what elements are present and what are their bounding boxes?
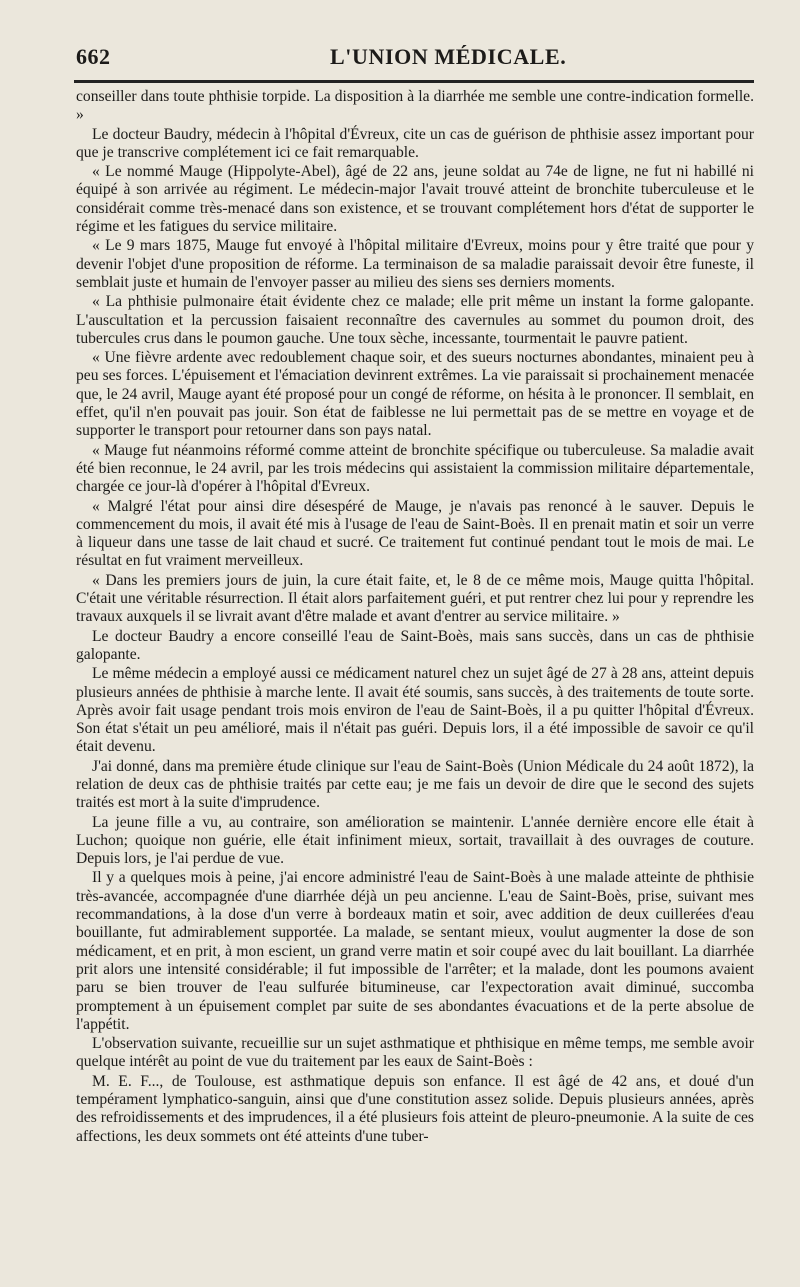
paragraph: Le docteur Baudry a encore conseillé l'eau de Saint-Boès, mais sans succès, dans un cas de phthisie galopante. — [76, 627, 754, 663]
paragraph: L'observation suivante, recueillie sur un sujet asthmatique et phthisique en même temps, me semble avoir quelque intérêt au point de vue du traitement par les eaux de Saint-Boès : — [76, 1035, 754, 1071]
paragraph: conseiller dans toute phthisie torpide. La disposition à la diarrhée me semble une contre-indication formelle. » — [76, 88, 754, 124]
running-title: L'UNION MÉDICALE. — [330, 44, 567, 69]
paragraph: La jeune fille a vu, au contraire, son amélioration se maintenir. L'année dernière encore elle était à Luchon; quoique non guérie, elle était infiniment mieux, sortait, travaillait à des ouvrages de couture. Depuis lors, je l'ai perdue de vue. — [76, 813, 754, 868]
page-number: 662 — [76, 44, 111, 69]
paragraph: Le même médecin a employé aussi ce médicament naturel chez un sujet âgé de 27 à 28 ans, atteint depuis plusieurs années de phthisie à marche lente. Il avait été soumis, sans succès, à des traitements de toute sorte. Après avoir fait usage pendant trois mois environ de l'eau de Saint-Boès, il a pu quitter l'hôpital d'Évreux. Son état s'était un peu amélioré, mais il n'était pas guéri. Depuis lors, il a été impossible de savoir ce qu'il était devenu. — [76, 665, 754, 756]
paragraph: J'ai donné, dans ma première étude clinique sur l'eau de Saint-Boès (Union Médicale du 24 août 1872), la relation de deux cas de phthisie traités par cette eau; je me fais un devoir de dire que le second des sujets traités est mort à la suite d'imprudence. — [76, 757, 754, 812]
page-header — [0, 44, 800, 74]
paragraph: « La phthisie pulmonaire était évidente chez ce malade; elle prit même un instant la forme galopante. L'auscultation et la percussion faisaient reconnaître des cavernules au sommet du poumon droit, des tubercules crus dans le poumon gauche. Une toux sèche, incessante, tourmentait le pauvre patient. — [76, 293, 754, 347]
paragraph: « Malgré l'état pour ainsi dire désespéré de Mauge, je n'avais pas renoncé à le sauver. Depuis le commencement du mois, il avait été mis à l'usage de l'eau de Saint-Boès. Il en prenait matin et soir un verre à liqueur dans une tasse de lait chaud et sucré. Ce traitement fut continué pendant tout le mois de mai. Le résultat en fut vraiment merveilleux. — [76, 497, 754, 570]
paragraph: « Une fièvre ardente avec redoublement chaque soir, et des sueurs nocturnes abondantes, minaient peu à peu ses forces. L'épuisement et l'émaciation devinrent extrêmes. La vie paraissait si prochainement menacée que, le 24 avril, Mauge ayant été proposé pour un congé de réforme, on hésita à le prononcer. Il semblait, en effet, qu'il n'en pouvait pas jouir. Son état de faiblesse ne lui permettait pas de se mettre en voyage et de supporter le transport pour retourner dans son pays natal. — [76, 349, 754, 440]
header-rule — [74, 80, 754, 83]
paragraph: Le docteur Baudry, médecin à l'hôpital d'Évreux, cite un cas de guérison de phthisie assez important pour que je transcrive complétement ici ce fait remarquable. — [76, 125, 754, 161]
paragraph: « Mauge fut néanmoins réformé comme atteint de bronchite spécifique ou tuberculeuse. Sa maladie avait été bien reconnue, le 24 avril, par les trois médecins qui assistaient la commission militaire départementale, chargée ce jour-là d'opérer à l'hôpital d'Evreux. — [76, 441, 754, 496]
paragraph: Il y a quelques mois à peine, j'ai encore administré l'eau de Saint-Boès à une malade atteinte de phthisie très-avancée, accompagnée d'une diarrhée déjà un peu ancienne. L'eau de Saint-Boès, prise, suivant mes recommandations, à la dose d'un verre à bordeaux matin et soir, avec addition de deux cuillerées d'eau bouillante, fut admirablement supportée. La malade, se sentant mieux, voulut augmenter la dose de son médicament, et en prit, à mon escient, un grand verre matin et soir coupé avec du lait bouillant. La diarrhée prit alors une intensité considérable; il fut impossible de l'arrêter; et la malade, dont les poumons avaient paru se bien trouver de l'eau sulfurée bitumineuse, car l'expectoration avait diminué, succomba promptement à un épuisement complet par suite de ses abondantes évacuations et de la perte absolue de l'appétit. — [76, 869, 754, 1033]
paragraph: « Le 9 mars 1875, Mauge fut envoyé à l'hôpital militaire d'Evreux, moins pour y être traité que pour y devenir l'objet d'une proposition de réforme. La terminaison de sa maladie paraissait devoir être funeste, il semblait juste et humain de l'envoyer passer au milieu des siens ses derniers moments. — [76, 237, 754, 291]
paragraph: « Le nommé Mauge (Hippolyte-Abel), âgé de 22 ans, jeune soldat au 74e de ligne, ne fut ni habillé ni équipé à son arrivée au régiment. Le médecin-major l'avait trouvé atteint de bronchite tuberculeuse et le considérait comme très-menacé dans son existence, et se trouvant complétement hors d'état de supporter le régime et les fatigues du service militaire. — [76, 163, 754, 236]
paragraph: M. E. F..., de Toulouse, est asthmatique depuis son enfance. Il est âgé de 42 ans, et doué d'un tempérament lymphatico-sanguin, ainsi que d'une constitution assez solide. Depuis plusieurs années, après des refroidissements et des imprudences, il a été plusieurs fois atteint de pleuro-pneumonie. A la suite de ces affections, les deux sommets ont été atteints d'une tuber- — [76, 1072, 754, 1145]
paragraph: « Dans les premiers jours de juin, la cure était faite, et, le 8 de ce même mois, Mauge quitta l'hôpital. C'était une véritable résurrection. Il était alors parfaitement guéri, et put rentrer chez lui pour y reprendre les travaux auxquels il se livrait avant d'être malade et avant d'entrer au service militaire. » — [76, 571, 754, 626]
body-text — [76, 88, 754, 1147]
